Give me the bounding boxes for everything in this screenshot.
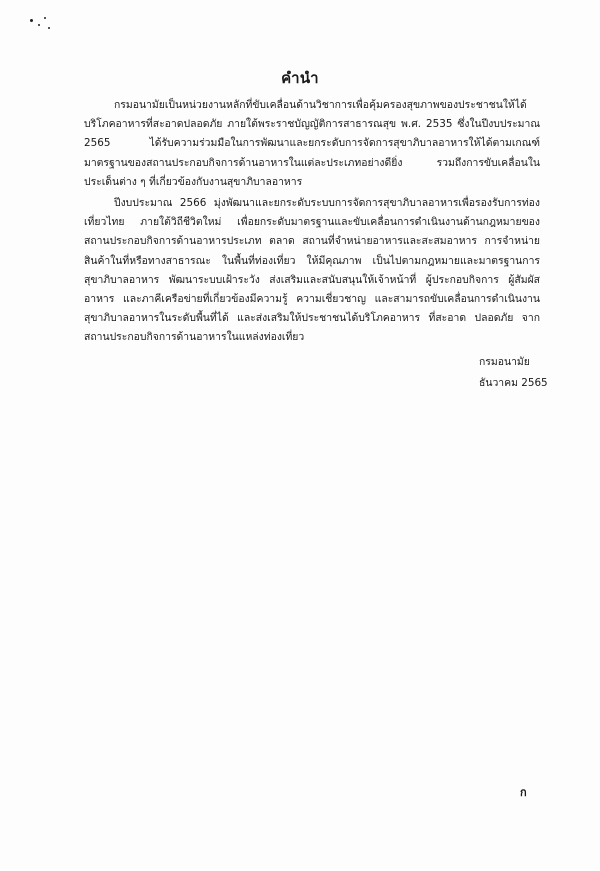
- signature-org: กรมอนามัย: [479, 356, 530, 368]
- page-number: ก: [520, 786, 527, 799]
- signature-block: [479, 352, 548, 394]
- page-title: คำนำ: [281, 69, 319, 87]
- scan-speck: [38, 24, 40, 26]
- preface-paragraph-2: ปีงบประมาณ 2566 มุ่งพัฒนาและยกระดับระบบการจัดการสุขาภิบาลอาหารเพื่อรองรับการท่องเที่ยวไทย ภายใต้วิถีชีวิตใหม่ เพื่อยกระดับมาตรฐานและขับเคลื่อนการดำเนินงานด้านกฎหมายของสถานประกอบกิจการด้านอาหารประเภท ตลาด สถานที่จำหน่ายอาหารและสะสมอาหาร การจำหน่ายสินค้าในที่หรือทางสาธารณะ ในพื้นที่ท่องเที่ยว ให้มีคุณภาพ เป็นไปตามกฎหมายและมาตรฐานการสุขาภิบาลอาหาร พัฒนาระบบเฝ้าระวัง ส่งเสริมและสนับสนุนให้เจ้าหน้าที่ ผู้ประกอบกิจการ ผู้สัมผัสอาหาร และภาคีเครือข่ายที่เกี่ยวข้องมีความรู้ ความเชี่ยวชาญ และสามารถขับเคลื่อนการดำเนินงานสุขาภิบาลอาหารในระดับพื้นที่ได้ และส่งเสริมให้ประชาชนได้บริโภคอาหาร ที่สะอาด ปลอดภัย จากสถานประกอบกิจการด้านอาหารในแหล่งท่องเที่ยว: [84, 197, 540, 344]
- scan-speck: [30, 19, 33, 22]
- signature-date: ธันวาคม 2565: [479, 377, 548, 389]
- preface-body: [84, 96, 540, 348]
- scan-speck: [44, 17, 46, 19]
- scan-speck: [48, 27, 50, 29]
- preface-paragraph-1: กรมอนามัยเป็นหน่วยงานหลักที่ขับเคลื่อนด้านวิชาการเพื่อคุ้มครองสุขภาพของประชาชนให้ได้บริโภคอาหารที่สะอาดปลอดภัย ภายใต้พระราชบัญญัติการสาธารณสุข พ.ศ. 2535 ซึ่งในปีงบประมาณ 2565 ได้รับความร่วมมือในการพัฒนาและยกระดับการจัดการสุขาภิบาลอาหารให้ได้ตามเกณฑ์มาตรฐานของสถานประกอบกิจการด้านอาหารในแต่ละประเภทอย่างดียิ่ง รวมถึงการขับเคลื่อนในประเด็นต่าง ๆ ที่เกี่ยวข้องกับงานสุขาภิบาลอาหาร: [84, 99, 540, 188]
